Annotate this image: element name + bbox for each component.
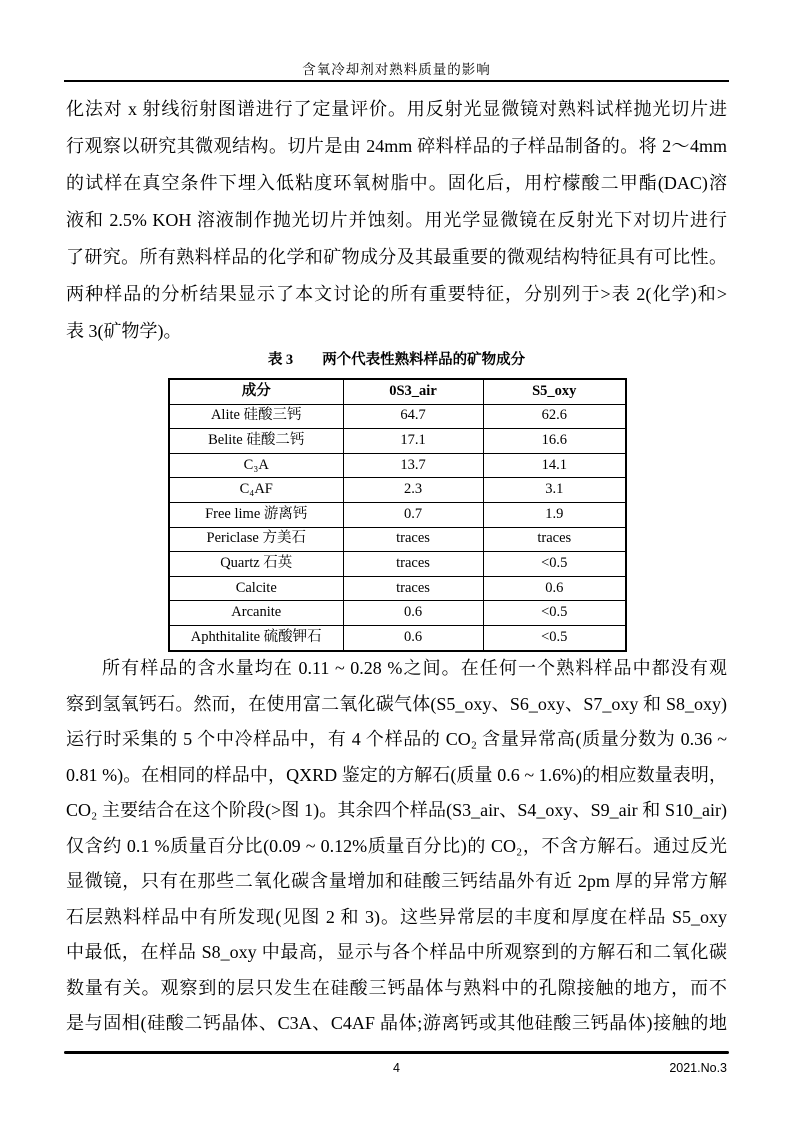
table-caption — [66, 350, 727, 370]
value-cell: <0.5 — [483, 625, 626, 650]
text-line: 的试样在真空条件下埋入低粘度环氧树脂中。固化后，用柠檬酸二甲酯(DAC)溶 — [66, 173, 727, 193]
table-row — [169, 404, 626, 429]
value-cell: 14.1 — [483, 453, 626, 478]
value-cell: 1.9 — [483, 502, 626, 527]
value-cell: 17.1 — [343, 429, 483, 454]
text-line: 显微镜，只有在那些二氧化碳含量增加和硅酸三钙结晶外有近 2pm 厚的异常方解 — [66, 871, 727, 891]
component-name-cell: Quartz 石英 — [169, 552, 343, 577]
table-row — [169, 429, 626, 454]
text-line: 化法对 x 射线衍射图谱进行了定量评价。用反射光显微镜对熟料试样抛光切片进 — [66, 99, 727, 119]
value-cell: traces — [483, 527, 626, 552]
value-cell: traces — [343, 552, 483, 577]
table-row — [169, 453, 626, 478]
text-line: 数量有关。观察到的层只发生在硅酸三钙晶体与熟料中的孔隙接触的地方，而不 — [66, 977, 727, 998]
value-cell: <0.5 — [483, 552, 626, 577]
footer-rule — [64, 1051, 729, 1054]
component-name-cell: C₄AF — [169, 478, 343, 503]
text-line: 两种样品的分析结果显示了本文讨论的所有重要特征，分别列于>表 2(化学)和> — [66, 284, 727, 304]
mineral-composition-table — [168, 378, 627, 652]
table-row — [169, 478, 626, 503]
table-row — [169, 625, 626, 650]
column-header-sample1: 0S3_air — [343, 379, 483, 404]
paragraph-2 — [66, 651, 727, 1042]
text-line: 行观察以研究其微观结构。切片是由 24mm 碎料样品的子样品制备的。将 2～4mm — [66, 136, 727, 156]
value-cell: traces — [343, 576, 483, 601]
table-caption-label: 表 3 — [267, 352, 294, 368]
component-name-cell: Free lime 游离钙 — [169, 502, 343, 527]
text-line: 仅含约 0.1 %质量百分比(0.09 ~ 0.12%质量百分比)的 CO₂，不含方解石。通过反光 — [66, 835, 727, 856]
text-line: 是与固相(硅酸二钙晶体、C3A、C4AF 晶体;游离钙或其他硅酸三钙晶体)接触的地 — [66, 1013, 727, 1033]
text-line: CO₂ 主要结合在这个阶段(>图 1)。其余四个样品(S3_air、S4_oxy、S9_air 和 S10_air) — [66, 800, 727, 820]
text-line: 表 3(矿物学)。 — [66, 321, 182, 341]
value-cell: 0.6 — [343, 601, 483, 626]
value-cell: 3.1 — [483, 478, 626, 503]
table-row — [169, 502, 626, 527]
component-name-cell: Aphthitalite 硫酸钾石 — [169, 625, 343, 650]
value-cell: traces — [343, 527, 483, 552]
page-number: 4 — [393, 1061, 400, 1075]
running-head-title: 含氧冷却剂对熟料质量的影响 — [302, 62, 491, 77]
value-cell: 0.6 — [483, 576, 626, 601]
component-name-cell: Calcite — [169, 576, 343, 601]
text-line: 所有样品的含水量均在 0.11 ~ 0.28 %之间。在任何一个熟料样品中都没有观 — [102, 658, 727, 678]
issue-number: 2021.No.3 — [669, 1061, 727, 1075]
text-line: 了研究。所有熟料样品的化学和矿物成分及其最重要的微观结构特征具有可比性。 — [66, 247, 727, 267]
value-cell: 64.7 — [343, 404, 483, 429]
text-line: 液和 2.5% KOH 溶液制作抛光切片并蚀刻。用光学显微镜在反射光下对切片进行 — [66, 210, 727, 230]
component-name-cell: Belite 硅酸二钙 — [169, 429, 343, 454]
table-caption-title: 两个代表性熟料样品的矿物成分 — [322, 352, 526, 368]
paragraph-1 — [66, 91, 727, 350]
column-header-component: 成分 — [169, 379, 343, 404]
value-cell: 2.3 — [343, 478, 483, 503]
table-row — [169, 601, 626, 626]
text-line: 中最低，在样品 S8_oxy 中最高，显示与各个样品中所观察到的方解石和二氧化碳 — [66, 942, 727, 962]
component-name-cell: Arcanite — [169, 601, 343, 626]
value-cell: 62.6 — [483, 404, 626, 429]
component-name-cell: C₃A — [169, 453, 343, 478]
column-header-sample2: S5_oxy — [483, 379, 626, 404]
value-cell: 16.6 — [483, 429, 626, 454]
value-cell: 0.6 — [343, 625, 483, 650]
text-line: 察到氢氧钙石。然而，在使用富二氧化碳气体(S5_oxy、S6_oxy、S7_oxy 和 S8_oxy) — [66, 693, 727, 714]
value-cell: 13.7 — [343, 453, 483, 478]
component-name-cell: Alite 硅酸三钙 — [169, 404, 343, 429]
value-cell: <0.5 — [483, 601, 626, 626]
text-line: 石层熟料样品中有所发现(见图 2 和 3)。这些异常层的丰度和厚度在样品 S5_oxy — [66, 906, 727, 927]
header-rule — [64, 80, 729, 82]
table-row — [169, 576, 626, 601]
text-line: 0.81 %)。在相同的样品中，QXRD 鉴定的方解石(质量 0.6 ~ 1.6%)的相应数量表明， — [66, 764, 727, 785]
value-cell: 0.7 — [343, 502, 483, 527]
table-header-row — [169, 379, 626, 404]
table-row — [169, 552, 626, 577]
table-row — [169, 527, 626, 552]
text-line: 运行时采集的 5 个中冷样品中，有 4 个样品的 CO₂ 含量异常高(质量分数为 0.36 ~ — [66, 729, 727, 749]
component-name-cell: Periclase 方美石 — [169, 527, 343, 552]
